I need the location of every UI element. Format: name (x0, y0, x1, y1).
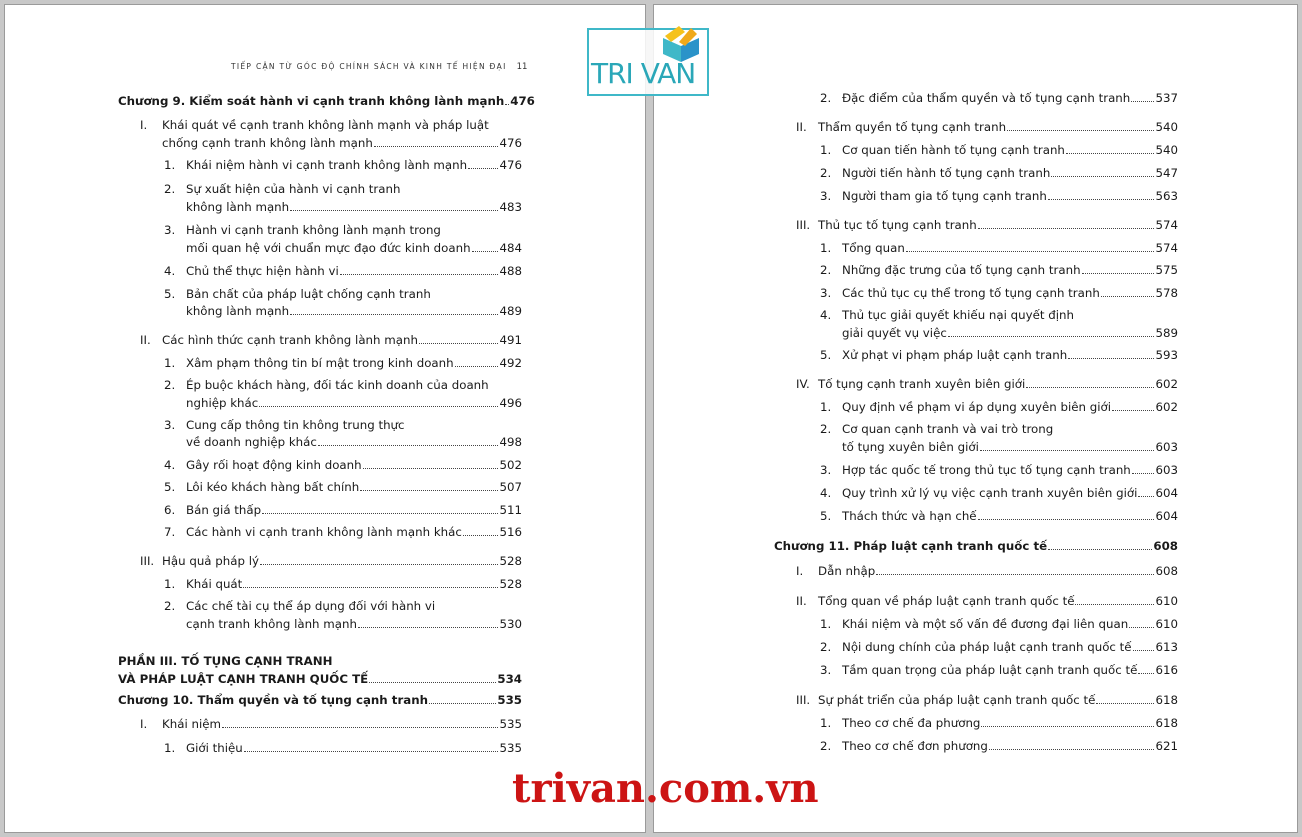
dot-leader (468, 168, 498, 169)
toc-entry-number: 1. (164, 577, 176, 591)
toc-entry-number: 2. (820, 640, 832, 654)
toc-page-number: 574 (1155, 241, 1178, 255)
toc-entry-number: 3. (820, 189, 832, 203)
running-header (231, 62, 527, 72)
toc-entry[interactable] (164, 157, 522, 173)
toc-entry-title: Chương 11. Pháp luật cạnh tranh quốc tế (774, 539, 1048, 553)
toc-entry[interactable] (820, 188, 1178, 204)
toc-entry-first-line: Thủ tục giải quyết khiếu nại quyết định (842, 308, 1074, 322)
toc-entry-title: Tổng quan (842, 241, 905, 255)
toc-entry-number: 5. (820, 509, 832, 523)
dot-leader (290, 314, 498, 315)
toc-entry-title: Chủ thể thực hiện hành vi (186, 264, 339, 278)
toc-entry-number: 1. (164, 158, 176, 172)
toc-entry-title: Dẫn nhập (818, 564, 876, 578)
toc-page-number: 476 (499, 158, 522, 172)
toc-entry-title: cạnh tranh không lành mạnh (186, 617, 357, 631)
toc-entry[interactable] (164, 479, 522, 495)
dot-leader (472, 251, 499, 252)
toc-page-number: 483 (499, 200, 522, 214)
toc-entry[interactable] (820, 285, 1178, 301)
toc-page-number: 511 (499, 503, 522, 517)
toc-entry-number: I. (140, 118, 148, 132)
toc-entry[interactable] (186, 395, 522, 411)
toc-entry-first-line: Hành vi cạnh tranh không lành mạnh trong (186, 223, 441, 237)
toc-entry-title: Thủ tục tố tụng cạnh tranh (818, 218, 977, 232)
toc-entry-title: Những đặc trưng của tố tụng cạnh tranh (842, 263, 1081, 277)
toc-entry[interactable] (796, 692, 1178, 708)
toc-entry-number: 5. (164, 480, 176, 494)
toc-entry[interactable] (164, 457, 522, 473)
toc-entry[interactable] (796, 376, 1178, 392)
toc-entry-number: 3. (820, 286, 832, 300)
dot-leader (1138, 496, 1154, 497)
toc-page-number: 616 (1155, 663, 1178, 677)
toc-entry[interactable] (842, 439, 1178, 455)
right-page (653, 4, 1298, 833)
dot-leader (1026, 387, 1154, 388)
toc-page-number: 476 (499, 136, 522, 150)
toc-page-number: 604 (1155, 486, 1178, 500)
toc-entry[interactable] (164, 524, 522, 540)
toc-entry-first-line: Khái quát về cạnh tranh không lành mạnh và pháp luật (162, 118, 489, 132)
toc-entry[interactable] (820, 240, 1178, 256)
toc-entry-number: II. (796, 120, 807, 134)
toc-page-number: 534 (497, 672, 522, 686)
toc-entry-title: Hợp tác quốc tế trong thủ tục tố tụng cạnh tranh (842, 463, 1131, 477)
toc-entry[interactable] (820, 462, 1178, 478)
dot-leader (455, 366, 499, 367)
toc-entry-number: II. (796, 594, 807, 608)
dot-leader (1138, 673, 1154, 674)
toc-page-number: 604 (1155, 509, 1178, 523)
toc-entry-title: không lành mạnh (186, 304, 290, 318)
dot-leader (948, 336, 1155, 337)
toc-entry[interactable] (820, 715, 1178, 731)
toc-entry[interactable] (820, 616, 1178, 632)
toc-page-number: 502 (499, 458, 522, 472)
dot-leader (981, 726, 1154, 727)
toc-entry[interactable] (820, 738, 1178, 754)
dot-leader (1048, 199, 1155, 200)
toc-entry-title: VÀ PHÁP LUẬT CẠNH TRANH QUỐC TẾ (118, 672, 369, 686)
toc-page-number: 618 (1155, 693, 1178, 707)
toc-entry[interactable] (796, 593, 1178, 609)
toc-entry-title: Quy trình xử lý vụ việc cạnh tranh xuyên biên giới (842, 486, 1138, 500)
dot-leader (876, 574, 1154, 575)
toc-entry-number: IV. (796, 377, 810, 391)
toc-page-number: 530 (499, 617, 522, 631)
toc-entry-number: 2. (164, 182, 176, 196)
toc-entry-number: 2. (164, 599, 176, 613)
toc-entry-title: Đặc điểm của thẩm quyền và tố tụng cạnh tranh (842, 91, 1131, 105)
toc-entry[interactable] (820, 662, 1178, 678)
toc-entry-first-line: Bản chất của pháp luật chống cạnh tranh (186, 287, 431, 301)
toc-entry[interactable] (186, 434, 522, 450)
dot-leader (363, 468, 499, 469)
dot-leader (222, 727, 498, 728)
toc-page-number: 498 (499, 435, 522, 449)
dot-leader (262, 513, 498, 514)
toc-entry-title: Bán giá thấp (186, 503, 262, 517)
toc-page-number: 535 (499, 741, 522, 755)
toc-entry-title: giải quyết vụ việc (842, 326, 947, 340)
toc-entry-title: Theo cơ chế đơn phương (842, 739, 988, 753)
toc-entry-number: 6. (164, 503, 176, 517)
toc-page-number: 540 (1155, 143, 1178, 157)
dot-leader (340, 274, 499, 275)
dot-leader (1075, 604, 1154, 605)
toc-entry-number: 1. (820, 241, 832, 255)
toc-entry[interactable] (186, 616, 522, 632)
toc-entry-title: Theo cơ chế đa phương (842, 716, 981, 730)
toc-page-number: 575 (1155, 263, 1178, 277)
toc-entry-title: Tầm quan trọng của pháp luật cạnh tranh quốc tế (842, 663, 1138, 677)
toc-entry-number: I. (796, 564, 804, 578)
toc-entry[interactable] (820, 485, 1178, 501)
dot-leader (978, 228, 1155, 229)
toc-entry-number: 1. (820, 617, 832, 631)
toc-entry-title: nghiệp khác (186, 396, 259, 410)
toc-page-number: 491 (499, 333, 522, 347)
toc-page-number: 608 (1153, 539, 1178, 553)
toc-entry-title: về doanh nghiệp khác (186, 435, 317, 449)
dot-leader (358, 627, 499, 628)
toc-entry[interactable] (118, 671, 522, 687)
toc-entry-title: không lành mạnh (186, 200, 290, 214)
toc-page-number: 528 (499, 577, 522, 591)
toc-entry-first-line: Cơ quan cạnh tranh và vai trò trong (842, 422, 1054, 436)
toc-entry-number: III. (140, 554, 155, 568)
dot-leader (318, 445, 499, 446)
toc-entry[interactable] (842, 325, 1178, 341)
toc-entry-number: 1. (820, 716, 832, 730)
toc-page-number: 563 (1155, 189, 1178, 203)
toc-page-number: 507 (499, 480, 522, 494)
dot-leader (1066, 153, 1155, 154)
toc-entry-number: 1. (820, 400, 832, 414)
toc-entry[interactable] (820, 142, 1178, 158)
toc-page-number: 516 (499, 525, 522, 539)
toc-entry[interactable] (796, 119, 1178, 135)
dot-leader (906, 251, 1155, 252)
toc-entry[interactable] (164, 576, 522, 592)
toc-entry-number: 5. (820, 348, 832, 362)
dot-leader (1082, 273, 1155, 274)
toc-entry-title: Quy định về phạm vi áp dụng xuyên biên giới (842, 400, 1111, 414)
toc-entry[interactable] (140, 716, 522, 732)
toc-entry-title: Giới thiệu (186, 741, 243, 755)
toc-entry-title: Lôi kéo khách hàng bất chính (186, 480, 360, 494)
toc-page-number: 489 (499, 304, 522, 318)
toc-page-number: 492 (499, 356, 522, 370)
dot-leader (978, 519, 1155, 520)
dot-leader (243, 587, 498, 588)
toc-entry-number: 2. (820, 422, 832, 436)
left-page (4, 4, 646, 833)
toc-entry-title: Chương 9. Kiểm soát hành vi cạnh tranh không lành mạnh (118, 94, 505, 108)
toc-entry-number: 3. (820, 463, 832, 477)
toc-entry-title: Thẩm quyền tố tụng cạnh tranh (818, 120, 1007, 134)
toc-page-number: 476 (510, 94, 535, 108)
dot-leader (259, 406, 498, 407)
toc-page-number: 540 (1155, 120, 1178, 134)
toc-page-number: 484 (499, 241, 522, 255)
toc-page-number: 574 (1155, 218, 1178, 232)
dot-leader (1133, 650, 1155, 651)
toc-entry-title: Các thủ tục cụ thể trong tố tụng cạnh tranh (842, 286, 1100, 300)
toc-page-number: 535 (497, 693, 522, 707)
dot-leader (1007, 130, 1154, 131)
toc-entry-title: Người tiến hành tố tụng cạnh tranh (842, 166, 1051, 180)
toc-page-number: 603 (1155, 463, 1178, 477)
toc-entry[interactable] (164, 740, 522, 756)
dot-leader (1131, 101, 1154, 102)
toc-entry[interactable] (820, 165, 1178, 181)
toc-entry-title: Cơ quan tiến hành tố tụng cạnh tranh (842, 143, 1065, 157)
toc-entry-title: Sự phát triển của pháp luật cạnh tranh quốc tế (818, 693, 1096, 707)
toc-entry-number: 3. (164, 418, 176, 432)
dot-leader (369, 682, 496, 683)
toc-entry-title: Gây rối hoạt động kinh doanh (186, 458, 362, 472)
toc-entry[interactable] (186, 240, 522, 256)
toc-entry[interactable] (118, 93, 535, 109)
toc-page-number: 488 (499, 264, 522, 278)
toc-entry-title: Khái niệm và một số vấn đề đương đại liên quan (842, 617, 1129, 631)
dot-leader (980, 450, 1155, 451)
toc-entry-title: chống cạnh tranh không lành mạnh (162, 136, 373, 150)
dot-leader (1068, 358, 1154, 359)
dot-leader (505, 104, 509, 105)
toc-entry-number: 4. (820, 308, 832, 322)
toc-entry-number: 2. (820, 739, 832, 753)
toc-page-number: 528 (499, 554, 522, 568)
toc-page-number: 610 (1155, 594, 1178, 608)
toc-entry-number: 1. (164, 741, 176, 755)
toc-entry-first-line: Các chế tài cụ thể áp dụng đối với hành vi (186, 599, 436, 613)
toc-entry[interactable] (820, 347, 1178, 363)
toc-entry-first-line: Sự xuất hiện của hành vi cạnh tranh (186, 182, 401, 196)
toc-entry[interactable] (820, 508, 1178, 524)
toc-entry[interactable] (820, 399, 1178, 415)
toc-entry-title: Khái niệm hành vi cạnh tranh không lành mạnh (186, 158, 468, 172)
dot-leader (244, 751, 499, 752)
dot-leader (463, 535, 499, 536)
logo-text: TRI VAN (591, 57, 696, 90)
toc-entry-number: 4. (820, 486, 832, 500)
toc-entry-number: III. (796, 218, 811, 232)
toc-entry-number: II. (140, 333, 151, 347)
toc-entry[interactable] (162, 135, 522, 151)
toc-entry-title: Chương 10. Thẩm quyền và tố tụng cạnh tranh (118, 693, 429, 707)
toc-entry-number: 5. (164, 287, 176, 301)
header-page-number: 11 (516, 62, 528, 72)
toc-entry-title: Khái quát (186, 577, 243, 591)
toc-page-number: 589 (1155, 326, 1178, 340)
toc-entry[interactable] (164, 502, 522, 518)
toc-entry-first-line: PHẦN III. TỐ TỤNG CẠNH TRANH (118, 654, 333, 668)
dot-leader (419, 343, 499, 344)
toc-entry[interactable] (820, 262, 1178, 278)
dot-leader (989, 749, 1155, 750)
toc-page-number: 602 (1155, 377, 1178, 391)
toc-entry-title: Thách thức và hạn chế (842, 509, 977, 523)
toc-entry-title: Khái niệm (162, 717, 221, 731)
watermark-url: trivan.com.vn (512, 765, 819, 812)
toc-entry-number: 1. (164, 356, 176, 370)
toc-entry-title: Xâm phạm thông tin bí mật trong kinh doanh (186, 356, 454, 370)
dot-leader (290, 210, 498, 211)
toc-entry-title: Tổng quan về pháp luật cạnh tranh quốc tế (818, 594, 1075, 608)
toc-entry-number: 4. (164, 264, 176, 278)
toc-entry[interactable] (796, 563, 1178, 579)
toc-entry[interactable] (140, 332, 522, 348)
dot-leader (1112, 410, 1154, 411)
toc-entry-number: 2. (820, 166, 832, 180)
dot-leader (1129, 627, 1154, 628)
toc-entry-title: Nội dung chính của pháp luật cạnh tranh quốc tế (842, 640, 1132, 654)
toc-entry-number: 2. (820, 91, 832, 105)
toc-entry-number: 1. (820, 143, 832, 157)
toc-entry-number: I. (140, 717, 148, 731)
toc-entry-number: III. (796, 693, 811, 707)
toc-entry-number: 2. (820, 263, 832, 277)
toc-entry[interactable] (820, 90, 1178, 106)
toc-entry[interactable] (164, 263, 522, 279)
toc-entry-title: mối quan hệ với chuẩn mực đạo đức kinh doanh (186, 241, 471, 255)
dot-leader (1051, 176, 1154, 177)
toc-entry[interactable] (820, 639, 1178, 655)
toc-page-number: 535 (499, 717, 522, 731)
dot-leader (429, 703, 496, 704)
toc-page-number: 608 (1155, 564, 1178, 578)
toc-entry-title: Tố tụng cạnh tranh xuyên biên giới (818, 377, 1026, 391)
toc-entry-title: Các hình thức cạnh tranh không lành mạnh (162, 333, 418, 347)
toc-page-number: 610 (1155, 617, 1178, 631)
toc-entry-title: Người tham gia tố tụng cạnh tranh (842, 189, 1047, 203)
toc-entry-number: 3. (164, 223, 176, 237)
toc-entry-number: 3. (820, 663, 832, 677)
toc-page-number: 618 (1155, 716, 1178, 730)
toc-page-number: 602 (1155, 400, 1178, 414)
toc-entry-title: Xử phạt vi phạm pháp luật cạnh tranh (842, 348, 1068, 362)
toc-page-number: 613 (1155, 640, 1178, 654)
toc-entry-number: 7. (164, 525, 176, 539)
dot-leader (260, 564, 499, 565)
toc-entry-title: Hậu quả pháp lý (162, 554, 259, 568)
toc-entry-title: tố tụng xuyên biên giới (842, 440, 979, 454)
tri-van-logo (587, 24, 711, 98)
toc-page-number: 603 (1155, 440, 1178, 454)
dot-leader (360, 490, 498, 491)
toc-entry[interactable] (186, 199, 522, 215)
toc-page-number: 621 (1155, 739, 1178, 753)
dot-leader (374, 146, 499, 147)
toc-page-number: 578 (1155, 286, 1178, 300)
toc-entry[interactable] (140, 553, 522, 569)
dot-leader (1132, 473, 1155, 474)
toc-page-number: 496 (499, 396, 522, 410)
toc-entry[interactable] (164, 355, 522, 371)
toc-entry[interactable] (796, 217, 1178, 233)
toc-page-number: 547 (1155, 166, 1178, 180)
toc-entry-number: 2. (164, 378, 176, 392)
toc-entry[interactable] (774, 538, 1178, 554)
toc-entry[interactable] (186, 303, 522, 319)
dot-leader (1096, 703, 1154, 704)
toc-page-number: 537 (1155, 91, 1178, 105)
dot-leader (1048, 549, 1152, 550)
toc-page-number: 593 (1155, 348, 1178, 362)
toc-entry-first-line: Ép buộc khách hàng, đối tác kinh doanh của doanh (186, 378, 489, 392)
dot-leader (1101, 296, 1155, 297)
toc-entry-title: Các hành vi cạnh tranh không lành mạnh khác (186, 525, 462, 539)
header-title: TIẾP CẬN TỪ GÓC ĐỘ CHÍNH SÁCH VÀ KINH TẾ HIỆN ĐẠI (231, 62, 507, 71)
toc-entry-first-line: Cung cấp thông tin không trung thực (186, 418, 405, 432)
toc-entry-number: 4. (164, 458, 176, 472)
toc-entry[interactable] (118, 692, 522, 708)
